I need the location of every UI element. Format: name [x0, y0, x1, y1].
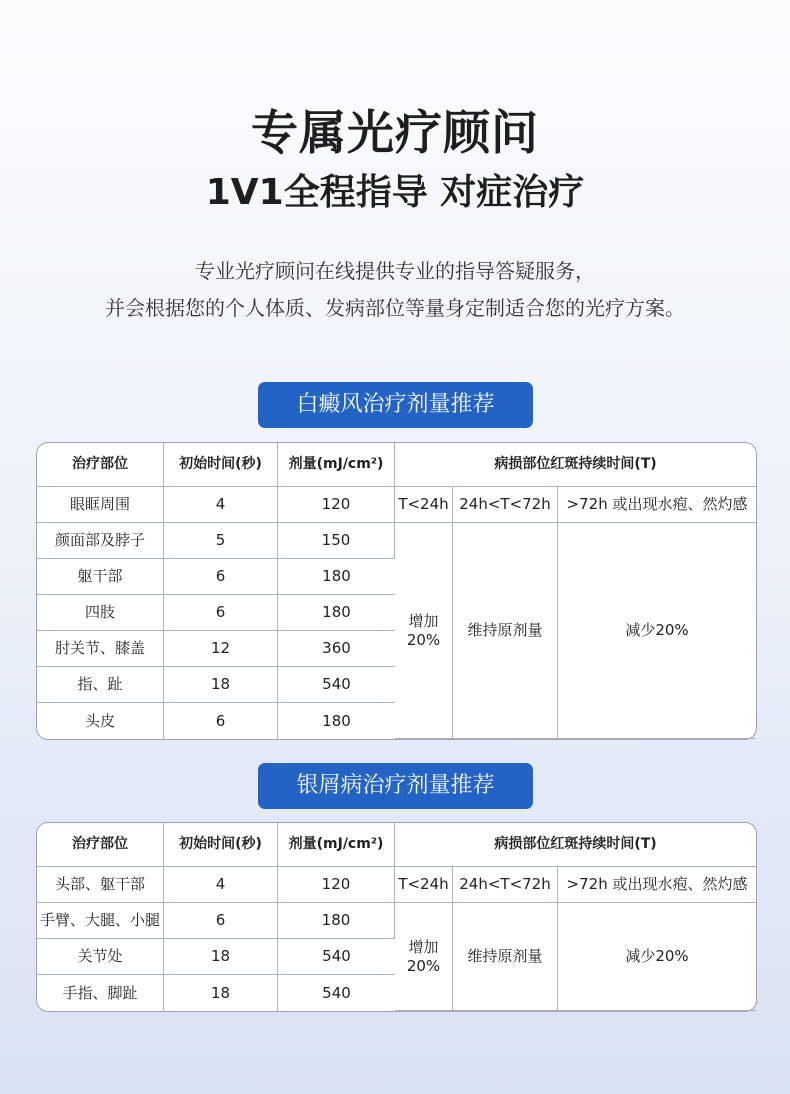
- table-header-row: [37, 443, 756, 487]
- cell-dose: 360: [278, 631, 395, 667]
- col-header-duration: 病损部位红斑持续时间(T): [395, 443, 756, 487]
- cell-part: 四肢: [37, 595, 164, 631]
- page-subtitle: 1V1全程指导 对症治疗: [205, 172, 585, 213]
- description: [0, 253, 790, 327]
- col-header-dose: 剂量(mJ/cm²): [278, 443, 395, 487]
- psoriasis-dose-table: [36, 822, 757, 1012]
- cell-dose: 180: [278, 595, 395, 631]
- cell-time: 12: [164, 631, 278, 667]
- cell-time: 5: [164, 523, 278, 559]
- subheader-gt72: >72h 或出现水疱、然灼感: [558, 487, 756, 523]
- cell-time: 6: [164, 595, 278, 631]
- cell-time: 18: [164, 975, 278, 1011]
- cell-dose: 120: [278, 487, 395, 523]
- cell-part: 手臂、大腿、小腿: [37, 903, 164, 939]
- action-increase-label: 增加: [408, 937, 439, 956]
- cell-part: 躯干部: [37, 559, 164, 595]
- subheader-lt24: T<24h: [395, 487, 453, 523]
- col-header-duration: 病损部位红斑持续时间(T): [395, 823, 756, 867]
- subheader-24-72: 24h<T<72h: [453, 867, 558, 903]
- psoriasis-section-badge: 银屑病治疗剂量推荐: [258, 763, 533, 809]
- description-line: 并会根据您的个人体质、发病部位等量身定制适合您的光疗方案。: [105, 296, 685, 320]
- table-row: [37, 903, 756, 939]
- subheader-lt24: T<24h: [395, 867, 453, 903]
- cell-time: 4: [164, 867, 278, 903]
- action-decrease: 减少20%: [558, 523, 756, 739]
- cell-part: 手指、脚趾: [37, 975, 164, 1011]
- cell-time: 6: [164, 703, 278, 739]
- description-line: 专业光疗顾问在线提供专业的指导答疑服务，: [195, 259, 595, 283]
- subheader-24-72: 24h<T<72h: [453, 487, 558, 523]
- cell-part: 指、趾: [37, 667, 164, 703]
- cell-part: 颜面部及脖子: [37, 523, 164, 559]
- vitiligo-dose-table: [36, 442, 757, 740]
- cell-time: 6: [164, 559, 278, 595]
- subheader-gt72: >72h 或出现水疱、然灼感: [558, 867, 756, 903]
- table-header-row: [37, 823, 756, 867]
- cell-time: 6: [164, 903, 278, 939]
- col-header-dose: 剂量(mJ/cm²): [278, 823, 395, 867]
- page-title: 专属光疗顾问: [251, 106, 539, 161]
- cell-dose: 120: [278, 867, 395, 903]
- cell-dose: 150: [278, 523, 395, 559]
- action-increase: [395, 903, 453, 1011]
- col-header-part: 治疗部位: [37, 823, 164, 867]
- action-maintain: 维持原剂量: [453, 523, 558, 739]
- table-row: [37, 523, 756, 559]
- cell-part: 肘关节、膝盖: [37, 631, 164, 667]
- cell-part: 眼眶周围: [37, 487, 164, 523]
- cell-dose: 540: [278, 667, 395, 703]
- action-decrease: 减少20%: [558, 903, 756, 1011]
- col-header-part: 治疗部位: [37, 443, 164, 487]
- cell-dose: 540: [322, 983, 351, 1002]
- vitiligo-section-badge: 白癜风治疗剂量推荐: [258, 382, 533, 428]
- table-row: [37, 487, 756, 523]
- cell-time: 18: [164, 667, 278, 703]
- cell-dose: 180: [322, 711, 351, 730]
- action-increase-value: 20%: [406, 630, 441, 649]
- cell-time: 18: [164, 939, 278, 975]
- action-increase-label: 增加: [408, 611, 439, 630]
- cell-part: 头部、躯干部: [37, 867, 164, 903]
- cell-time: 4: [164, 487, 278, 523]
- cell-part: 头皮: [37, 703, 164, 739]
- cell-part: 关节处: [37, 939, 164, 975]
- cell-dose: 180: [278, 903, 395, 939]
- col-header-time: 初始时间(秒): [164, 443, 278, 487]
- cell-dose: 180: [278, 559, 395, 595]
- action-increase-value: 20%: [406, 956, 441, 975]
- action-maintain: 维持原剂量: [453, 903, 558, 1011]
- cell-dose: 540: [278, 939, 395, 975]
- col-header-time: 初始时间(秒): [164, 823, 278, 867]
- table-row: [37, 867, 756, 903]
- action-increase: [395, 523, 453, 739]
